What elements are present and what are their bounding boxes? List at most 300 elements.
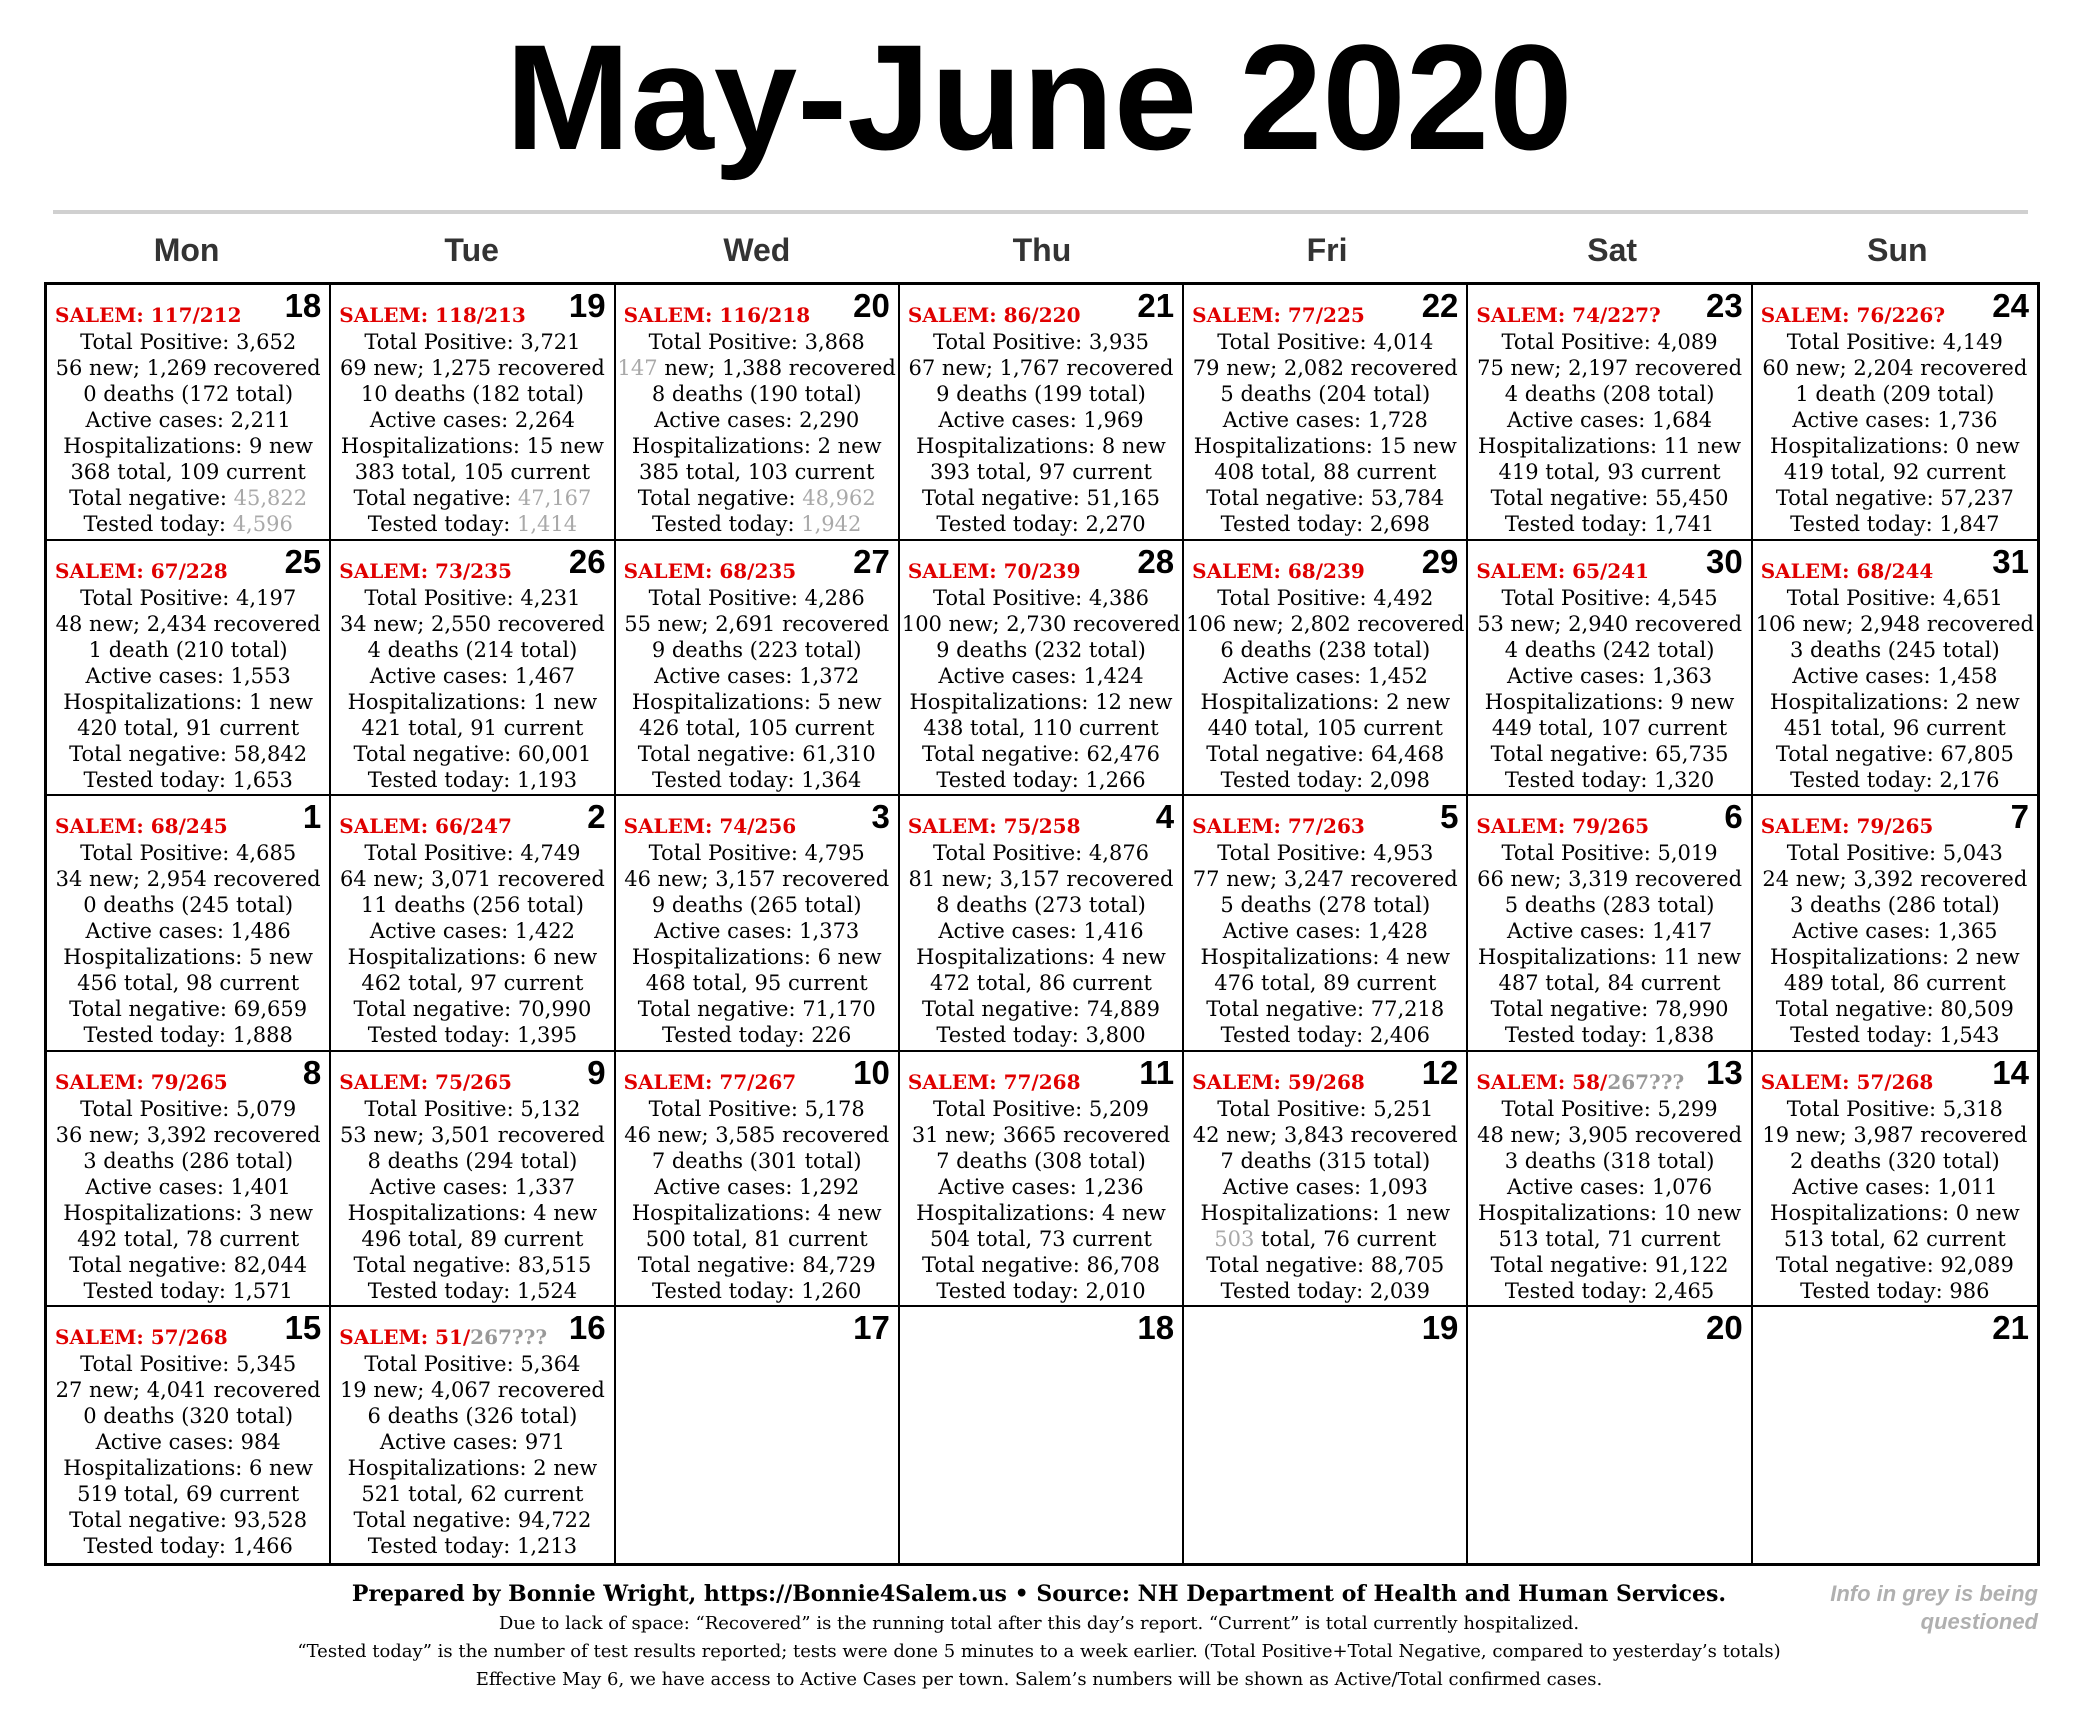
stat-line: 34 new; 2,954 recovered <box>55 867 321 892</box>
questioned-value: 503 <box>1214 1226 1255 1251</box>
tested-today-line <box>900 1278 1182 1304</box>
calendar-day-cell <box>900 1052 1184 1308</box>
total-negative-line <box>616 1252 898 1278</box>
total-negative-value: 71,170 <box>802 997 876 1022</box>
tested-today-value: 1,414 <box>516 512 578 536</box>
total-negative-value: 92,089 <box>1940 1252 2014 1277</box>
day-number: 9 <box>587 1053 606 1091</box>
salem-count <box>339 559 512 583</box>
total-negative-label: Total negative: <box>922 1252 1087 1277</box>
tested-today-line <box>616 767 898 793</box>
salem-count <box>55 303 242 327</box>
day-number: 11 <box>1139 1053 1175 1091</box>
calendar-title: May-June 2020 <box>505 13 1573 181</box>
salem-count <box>1761 814 1934 838</box>
total-negative-label: Total negative: <box>922 997 1087 1022</box>
day-number: 3 <box>871 798 890 836</box>
tested-today-line <box>47 1278 329 1304</box>
total-negative-value: 62,476 <box>1086 741 1160 766</box>
stat-line: Hospitalizations: 1 new <box>63 689 313 714</box>
calendar-day-cell <box>1468 285 1752 541</box>
tested-today-line <box>1184 511 1466 537</box>
tested-today-label: Tested today: <box>1800 1278 1950 1303</box>
tested-today-line <box>616 1022 898 1048</box>
stat-line: Active cases: 1,422 <box>369 919 576 944</box>
day-number: 10 <box>853 1053 890 1091</box>
weekday-header-row <box>44 232 2040 276</box>
stat-line: 42 new; 3,843 recovered <box>1192 1122 1458 1147</box>
stat-line: 9 deaths (232 total) <box>936 637 1146 662</box>
stat-line: Total Positive: 4,685 <box>80 841 297 866</box>
total-negative-line <box>1184 485 1466 511</box>
calendar-day-cell <box>331 1052 615 1308</box>
day-number: 28 <box>1137 542 1175 580</box>
salem-count-text: SALEM: 57/268 <box>1760 1069 1934 1094</box>
day-number: 6 <box>1724 798 1743 836</box>
salem-count <box>908 303 1081 327</box>
day-number: 7 <box>2010 798 2029 836</box>
stat-line: 419 total, 92 current <box>1783 460 2006 484</box>
salem-count-text: SALEM: 51/ <box>339 1325 471 1350</box>
salem-count-text: SALEM: 68/245 <box>55 814 228 839</box>
day-number: 27 <box>853 542 890 580</box>
salem-count-text: SALEM: 117/212 <box>55 303 242 327</box>
stat-line: 7 deaths (315 total) <box>1220 1148 1431 1173</box>
stat-line: Total Positive: 3,721 <box>364 330 581 354</box>
tested-today-label: Tested today: <box>1504 512 1655 536</box>
day-stats <box>900 840 1182 1048</box>
day-stats <box>1184 840 1466 1048</box>
day-stats <box>1468 585 1750 793</box>
stat-line: 3 deaths (245 total) <box>1789 637 2000 662</box>
calendar-day-cell <box>1753 1052 2037 1308</box>
tested-today-label: Tested today: <box>1504 767 1655 792</box>
tested-today-line <box>1468 1278 1750 1304</box>
day-number: 2 <box>587 798 606 836</box>
stat-line: Hospitalizations: 2 new <box>1200 689 1451 714</box>
stat-line: 36 new; 3,392 recovered <box>55 1122 321 1147</box>
day-stats <box>331 585 613 793</box>
tested-today-value: 2,010 <box>1085 1278 1146 1303</box>
total-negative-label: Total negative: <box>1206 486 1371 510</box>
weekday-header: Tue <box>444 232 499 268</box>
day-stats <box>1468 840 1750 1048</box>
salem-count-text: SALEM: 74/227? <box>1476 303 1661 327</box>
calendar-day-cell <box>1468 1307 1752 1563</box>
total-negative-label: Total negative: <box>637 997 803 1022</box>
stat-line: Total Positive: 4,286 <box>648 585 865 610</box>
day-stats <box>1468 329 1750 537</box>
stat-line: 513 total, 62 current <box>1783 1226 2006 1251</box>
total-negative-line <box>1468 1252 1750 1278</box>
stat-line: Hospitalizations: 2 new <box>631 434 882 458</box>
stat-line: 9 deaths (199 total) <box>936 382 1146 406</box>
day-stats <box>616 329 898 537</box>
stat-line: 11 deaths (256 total) <box>360 893 584 918</box>
tested-today-label: Tested today: <box>1504 1278 1655 1303</box>
total-negative-label: Total negative: <box>1490 486 1656 510</box>
calendar-day-cell <box>1753 541 2037 797</box>
weekday-header: Sun <box>1867 232 1928 268</box>
day-stats <box>1753 840 2037 1048</box>
stat-line: 10 deaths (182 total) <box>360 382 584 406</box>
tested-today-line <box>900 1022 1182 1048</box>
salem-count <box>1192 559 1365 583</box>
day-stats <box>616 585 898 793</box>
footer-note-recovered: Due to lack of space: “Recovered” is the running total after this day’s report. “Current” is total currently hospitalized. <box>498 1613 1580 1634</box>
day-number: 22 <box>1421 287 1459 324</box>
stat-line: Active cases: 1,011 <box>1792 1174 1998 1199</box>
day-stats <box>900 329 1182 537</box>
day-stats <box>616 840 898 1048</box>
tested-today-line <box>1184 1022 1466 1048</box>
salem-count-text: SALEM: 75/265 <box>339 1069 512 1094</box>
tested-today-value: 1,466 <box>232 1534 293 1559</box>
stat-line: 468 total, 95 current <box>645 971 868 996</box>
stat-line: Active cases: 1,372 <box>654 663 860 688</box>
stat-line: Active cases: 1,365 <box>1792 919 1998 944</box>
stat-line: 472 total, 86 current <box>929 971 1152 996</box>
stat-line: Active cases: 1,684 <box>1506 408 1713 432</box>
salem-count-text: SALEM: 79/265 <box>1760 814 1934 839</box>
stat-line: 456 total, 98 current <box>77 971 300 996</box>
total-negative-line <box>900 1252 1182 1278</box>
stat-line: Total Positive: 4,795 <box>648 841 865 866</box>
stat-line: Active cases: 2,264 <box>369 408 576 432</box>
stat-line: Hospitalizations: 9 new <box>63 434 313 458</box>
stat-line: 60 new; 2,204 recovered <box>1762 356 2028 380</box>
salem-count <box>339 303 526 327</box>
salem-count <box>908 814 1081 838</box>
total-negative-label: Total negative: <box>69 1508 234 1533</box>
tested-today-label: Tested today: <box>83 1534 233 1559</box>
calendar-day-cell <box>47 285 331 541</box>
day-stats <box>1468 1096 1750 1304</box>
tested-today-label: Tested today: <box>1220 512 1370 536</box>
stat-line: Hospitalizations: 5 new <box>631 689 882 714</box>
calendar-day-cell <box>616 1052 900 1308</box>
total-negative-value: 47,167 <box>517 486 592 510</box>
stat-line: Total Positive: 5,079 <box>80 1096 297 1121</box>
stat-line: 1 death (210 total) <box>88 637 288 662</box>
tested-today-value: 1,320 <box>1654 767 1715 792</box>
salem-count <box>55 559 228 583</box>
stat-line: Total Positive: 4,953 <box>1217 841 1434 866</box>
total-negative-value: 60,001 <box>517 741 592 766</box>
stat-line: 7 deaths (308 total) <box>936 1148 1146 1173</box>
stat-line: Total Positive: 3,652 <box>80 330 297 354</box>
salem-count-text: SALEM: 77/225 <box>1192 303 1365 327</box>
day-number: 17 <box>853 1309 890 1347</box>
salem-count <box>1476 303 1660 327</box>
tested-today-value: 1,266 <box>1085 767 1146 792</box>
weekday-header: Wed <box>723 232 791 268</box>
total-negative-value: 78,990 <box>1655 997 1729 1022</box>
salem-count <box>55 1070 228 1094</box>
stat-line: 5 deaths (278 total) <box>1220 893 1431 918</box>
total-negative-value: 69,659 <box>233 997 308 1022</box>
tested-today-line <box>1184 767 1466 793</box>
salem-count <box>1761 1070 1934 1094</box>
stat-line: Hospitalizations: 4 new <box>631 1200 882 1225</box>
total-negative-label: Total negative: <box>353 741 518 766</box>
total-negative-label: Total negative: <box>1206 741 1371 766</box>
stat-line: Active cases: 1,452 <box>1222 663 1428 688</box>
tested-today-label: Tested today: <box>83 1278 233 1303</box>
salem-count-text: SALEM: 75/258 <box>907 814 1081 839</box>
salem-count-text: SALEM: 68/244 <box>1760 558 1934 583</box>
tested-today-label: Tested today: <box>83 512 233 536</box>
total-negative-label: Total negative: <box>353 486 518 510</box>
stat-line: Total Positive: 5,364 <box>364 1352 581 1377</box>
tested-today-value: 1,193 <box>516 767 578 792</box>
day-stats <box>1184 329 1466 537</box>
total-negative-value: 84,729 <box>802 1252 876 1277</box>
stat-line: Hospitalizations: 3 new <box>63 1200 313 1225</box>
salem-count-text: SALEM: 77/267 <box>623 1069 797 1094</box>
stat-line: Hospitalizations: 4 new <box>916 1200 1166 1225</box>
stat-line: 4 deaths (242 total) <box>1504 637 1715 662</box>
tested-today-line <box>1468 767 1750 793</box>
day-number: 18 <box>284 287 322 324</box>
tested-today-line <box>47 1533 329 1559</box>
stat-line: 2 deaths (320 total) <box>1789 1148 2000 1173</box>
tested-today-line <box>900 767 1182 793</box>
tested-today-label: Tested today: <box>1504 1023 1655 1048</box>
calendar-day-cell <box>900 541 1184 797</box>
calendar-day-cell <box>1753 796 2037 1052</box>
stat-line: 9 deaths (265 total) <box>651 893 862 918</box>
total-negative-line <box>331 996 613 1022</box>
salem-count <box>624 303 811 327</box>
stat-line: 383 total, 105 current <box>354 460 591 484</box>
stat-line: 440 total, 105 current <box>1207 715 1443 740</box>
stat-line: Active cases: 1,236 <box>938 1174 1144 1199</box>
stat-line: 6 deaths (326 total) <box>367 1404 578 1429</box>
stat-line: Total Positive: 5,043 <box>1786 841 2003 866</box>
day-number: 31 <box>1992 542 2029 580</box>
tested-today-value: 1,741 <box>1654 512 1715 536</box>
stat-line: Total Positive: 4,149 <box>1786 330 2003 354</box>
tested-today-line <box>616 511 898 537</box>
tested-today-value: 4,596 <box>232 512 293 536</box>
tested-today-line <box>616 1278 898 1304</box>
tested-today-label: Tested today: <box>367 1278 517 1303</box>
stat-line: Total Positive: 5,209 <box>932 1096 1150 1121</box>
stat-line: Total Positive: 4,197 <box>80 585 297 610</box>
stat-line: 426 total, 105 current <box>639 715 875 740</box>
calendar-day-cell <box>47 1052 331 1308</box>
tested-today-value: 1,888 <box>232 1023 293 1048</box>
stat-line: Hospitalizations: 8 new <box>916 434 1166 458</box>
calendar-day-cell <box>900 285 1184 541</box>
day-number: 12 <box>1421 1053 1459 1091</box>
total-negative-label: Total negative: <box>69 486 234 510</box>
stat-line: Active cases: 1,401 <box>85 1174 291 1199</box>
salem-count-text: SALEM: 65/241 <box>1476 558 1650 583</box>
stat-line: Hospitalizations: 5 new <box>63 945 313 970</box>
salem-count-text: SALEM: 66/247 <box>339 814 512 839</box>
stat-line: 9 deaths (223 total) <box>651 637 862 662</box>
total-negative-label: Total negative: <box>1775 1252 1941 1277</box>
day-number: 25 <box>284 542 322 580</box>
day-stats <box>900 585 1182 793</box>
salem-count <box>1476 1070 1684 1094</box>
stat-line: 79 new; 2,082 recovered <box>1192 356 1458 380</box>
stat-line: 6 deaths (238 total) <box>1220 637 1431 662</box>
stat-line: Active cases: 1,093 <box>1222 1174 1428 1199</box>
stat-line: Hospitalizations: 0 new <box>1770 434 2020 458</box>
stat-line: 449 total, 107 current <box>1491 715 1728 740</box>
stat-line: Hospitalizations: 4 new <box>347 1200 598 1225</box>
tested-today-line <box>1468 511 1750 537</box>
calendar-day-cell <box>1184 1052 1468 1308</box>
stat-line: 451 total, 96 current <box>1783 715 2006 740</box>
stat-line: 19 new; 3,987 recovered <box>1762 1122 2028 1147</box>
stat-line: 462 total, 97 current <box>361 971 584 996</box>
total-negative-value: 58,842 <box>233 741 308 766</box>
stat-line: Total Positive: 4,545 <box>1501 585 1718 610</box>
stat-line: Total Positive: 4,749 <box>364 841 581 866</box>
stat-line: Hospitalizations: 6 new <box>347 945 598 970</box>
day-number: 19 <box>568 287 606 324</box>
total-negative-value: 61,310 <box>802 741 876 766</box>
day-number: 21 <box>1137 287 1175 324</box>
stat-line: 489 total, 86 current <box>1783 971 2006 996</box>
tested-today-label: Tested today: <box>83 767 233 792</box>
stat-line: Hospitalizations: 1 new <box>347 689 598 714</box>
stat-line: 385 total, 103 current <box>639 460 875 484</box>
stat-line: 1 death (209 total) <box>1795 382 1995 406</box>
calendar-day-cell <box>1753 1307 2037 1563</box>
total-negative-line <box>1468 996 1750 1022</box>
stat-line: 521 total, 62 current <box>361 1482 584 1507</box>
stat-line: 55 new; 2,691 recovered <box>624 611 890 636</box>
total-negative-line <box>1753 485 2037 511</box>
total-negative-line <box>47 485 329 511</box>
day-number: 26 <box>568 542 606 580</box>
calendar-day-cell <box>1753 285 2037 541</box>
total-negative-value: 51,165 <box>1086 486 1160 510</box>
tested-today-line <box>1753 1278 2037 1304</box>
calendar-day-cell <box>1184 285 1468 541</box>
stat-line: 5 deaths (204 total) <box>1220 382 1431 406</box>
day-number: 30 <box>1705 542 1743 580</box>
stat-line: Total Positive: 4,231 <box>364 585 581 610</box>
footer-credit: Prepared by Bonnie Wright, https://Bonnie4Salem.us • Source: NH Department of Health and Human Services. <box>351 1581 1727 1607</box>
tested-today-value: 1,571 <box>232 1278 293 1303</box>
salem-count-text: SALEM: 67/228 <box>55 558 228 583</box>
total-negative-line <box>616 485 898 511</box>
stat-line: 5 deaths (283 total) <box>1504 893 1715 918</box>
stat-line: Active cases: 2,290 <box>654 408 860 432</box>
stat-line: Hospitalizations: 6 new <box>631 945 882 970</box>
calendar-day-cell <box>900 796 1184 1052</box>
salem-count-text: SALEM: 77/268 <box>907 1069 1081 1094</box>
tested-today-line <box>331 511 613 537</box>
total-negative-line <box>1184 1252 1466 1278</box>
total-negative-line <box>900 996 1182 1022</box>
day-number: 23 <box>1705 287 1743 324</box>
tested-today-label: Tested today: <box>1790 767 1940 792</box>
stat-line: 500 total, 81 current <box>645 1226 868 1251</box>
day-number: 18 <box>1137 1309 1175 1347</box>
stat-text: total, 76 current <box>1254 1226 1437 1251</box>
total-negative-label: Total negative: <box>69 997 234 1022</box>
total-negative-value: 94,722 <box>517 1508 592 1533</box>
salem-count-text: SALEM: 68/235 <box>623 558 797 583</box>
stat-line: Active cases: 971 <box>379 1430 565 1455</box>
tested-today-value: 2,270 <box>1085 512 1146 536</box>
stat-line: Active cases: 1,417 <box>1506 919 1713 944</box>
total-negative-label: Total negative: <box>69 1252 234 1277</box>
tested-today-label: Tested today: <box>83 1023 233 1048</box>
stat-line: Total Positive: 4,492 <box>1217 585 1434 610</box>
stat-line: Total Positive: 3,935 <box>932 330 1150 354</box>
calendar-grid <box>44 282 2040 1566</box>
calendar-day-cell <box>331 1307 615 1563</box>
stat-line: Hospitalizations: 2 new <box>1770 689 2020 714</box>
stat-line: 106 new; 2,802 recovered <box>1186 611 1465 636</box>
total-negative-label: Total negative: <box>353 1508 518 1533</box>
day-stats <box>331 1096 613 1304</box>
total-negative-line <box>900 741 1182 767</box>
total-negative-label: Total negative: <box>922 486 1087 510</box>
total-negative-line <box>1753 741 2037 767</box>
stat-line: Total Positive: 5,019 <box>1501 841 1718 866</box>
salem-count-text: SALEM: 79/265 <box>55 1069 228 1094</box>
stat-line: 4 deaths (214 total) <box>367 637 578 662</box>
tested-today-label: Tested today: <box>652 767 802 792</box>
day-number: 20 <box>853 287 890 324</box>
stat-line: Total Positive: 4,876 <box>932 841 1150 866</box>
stat-line: Active cases: 1,467 <box>369 663 576 688</box>
day-number: 15 <box>284 1309 322 1347</box>
tested-today-line <box>331 1533 613 1559</box>
salem-count-text: SALEM: 79/265 <box>1476 814 1650 839</box>
salem-count-text: SALEM: 73/235 <box>339 558 512 583</box>
stat-line: 100 new; 2,730 recovered <box>901 611 1181 636</box>
tested-today-label: Tested today: <box>662 1023 812 1048</box>
stat-line: 0 deaths (245 total) <box>83 893 294 918</box>
stat-line: 48 new; 3,905 recovered <box>1477 1122 1743 1147</box>
total-negative-line <box>331 741 613 767</box>
weekday-header: Thu <box>1012 232 1072 268</box>
day-number: 20 <box>1705 1309 1743 1347</box>
tested-today-line <box>900 511 1182 537</box>
salem-count-text: SALEM: 68/239 <box>1192 558 1365 583</box>
stat-line: Total Positive: 5,132 <box>364 1096 581 1121</box>
salem-count <box>339 814 512 838</box>
day-number: 13 <box>1705 1053 1743 1091</box>
total-negative-line <box>331 1507 613 1533</box>
tested-today-value: 1,847 <box>1939 512 2000 536</box>
stat-line: 393 total, 97 current <box>929 460 1152 484</box>
stat-line: 46 new; 3,585 recovered <box>624 1122 890 1147</box>
stat-line: Hospitalizations: 11 new <box>1478 945 1742 970</box>
stat-line: 106 new; 2,948 recovered <box>1755 611 2034 636</box>
total-negative-value: 88,705 <box>1370 1252 1445 1277</box>
total-negative-label: Total negative: <box>353 997 518 1022</box>
salem-count-text: SALEM: 57/268 <box>55 1325 228 1350</box>
salem-count <box>1192 814 1365 838</box>
stat-line: Active cases: 1,428 <box>1222 919 1428 944</box>
stat-line: Hospitalizations: 9 new <box>1484 689 1735 714</box>
calendar-day-cell <box>1468 796 1752 1052</box>
total-negative-line <box>47 1252 329 1278</box>
tested-today-line <box>1753 767 2037 793</box>
total-negative-label: Total negative: <box>637 1252 803 1277</box>
